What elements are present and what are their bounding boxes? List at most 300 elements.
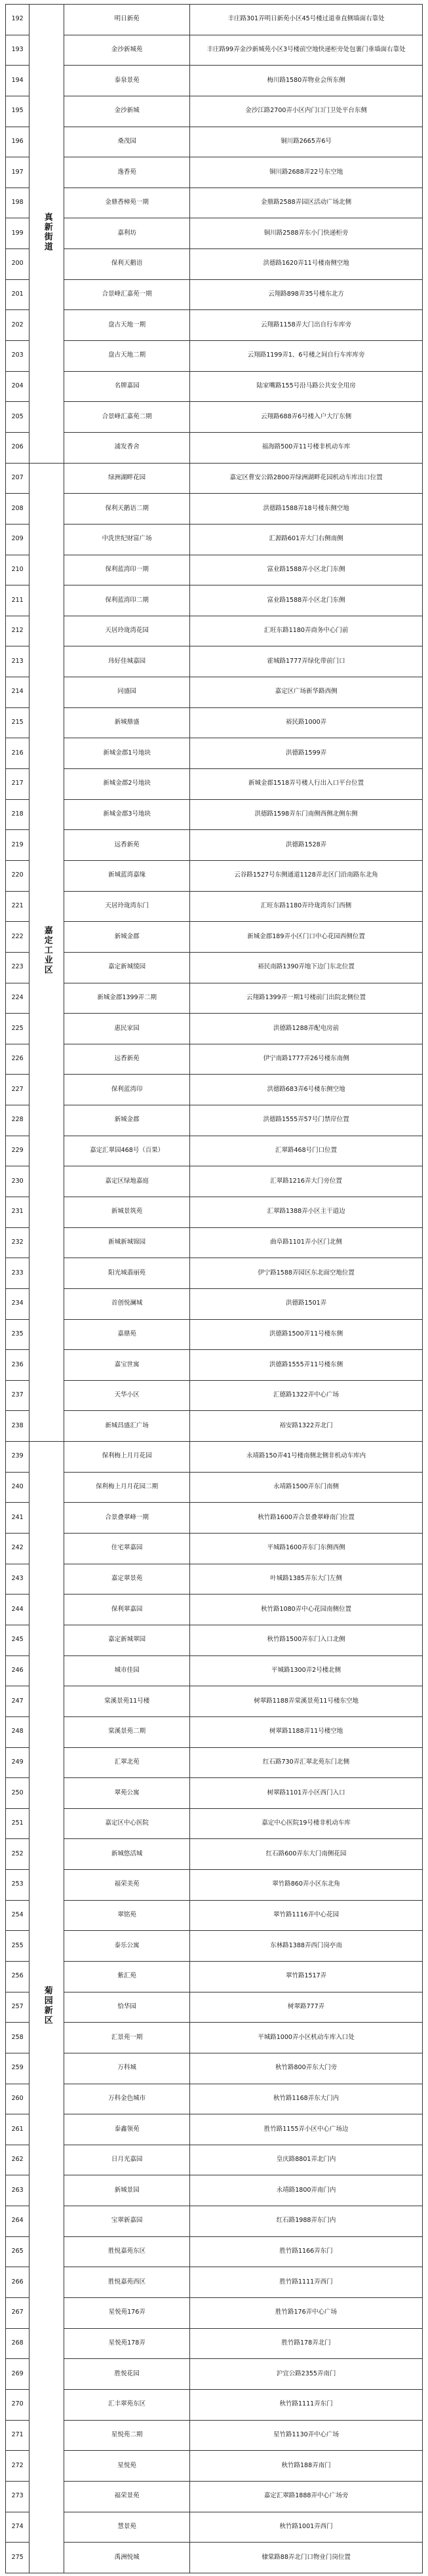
community-name: 新城蓝湾嘉缘	[64, 860, 190, 891]
row-number: 267	[6, 2298, 29, 2329]
table-row	[6, 1411, 423, 1442]
location-address: 洪德路1588弄18号楼东侧空地	[190, 494, 423, 525]
location-address: 云翔路1158弄大门出自行车库旁	[190, 310, 423, 341]
row-number: 238	[6, 1411, 29, 1442]
location-address: 铜川路2588弄东小门快递柜旁	[190, 218, 423, 249]
row-number: 241	[6, 1503, 29, 1534]
community-name: 汇翠北苑	[64, 1747, 190, 1778]
community-name: 万科金色城市	[64, 2084, 190, 2114]
community-name: 明日新苑	[64, 5, 190, 35]
row-number: 244	[6, 1595, 29, 1625]
community-name: 棠溪景苑11号楼	[64, 1686, 190, 1717]
community-name: 天居玲珑湾东门	[64, 891, 190, 922]
row-number: 210	[6, 555, 29, 585]
community-name: 新城金郡	[64, 1105, 190, 1136]
community-name: 新城景园	[64, 2175, 190, 2206]
community-name: 胜悦花园	[64, 2359, 190, 2390]
community-name: 浦发香舍	[64, 432, 190, 463]
location-address: 洪德路1501弄	[190, 1288, 423, 1319]
community-name: 新城悠活城	[64, 1839, 190, 1870]
row-number: 250	[6, 1778, 29, 1809]
location-address: 永靖路150弄41号楼南侧北侧非机动车库内	[190, 1442, 423, 1473]
community-name: 保利梅上月月花园	[64, 1442, 190, 1473]
row-number: 220	[6, 860, 29, 891]
community-name: 中洗世纪财富广场	[64, 524, 190, 555]
location-address: 曲阜路1101弄小区门北侧	[190, 1227, 423, 1258]
table-row	[6, 2420, 423, 2451]
community-name: 禹洲悦城	[64, 2543, 190, 2573]
location-address: 秋竹路1111弄东门	[190, 2389, 423, 2420]
row-number: 273	[6, 2481, 29, 2512]
table-row	[6, 830, 423, 861]
row-number: 248	[6, 1716, 29, 1747]
location-address: 永靖路1800弄南门内	[190, 2175, 423, 2206]
location-address: 裕民南路1390弄地下边门东北位置	[190, 952, 423, 983]
location-address: 皇庆路8801弄北门内	[190, 2145, 423, 2175]
location-address: 胜竹路178弄北门	[190, 2328, 423, 2359]
community-name: 嘉定区绿地嘉庭	[64, 1166, 190, 1197]
row-number: 269	[6, 2359, 29, 2390]
community-name: 新城鼎盛	[64, 707, 190, 738]
location-address: 梅川路1580弄物业会所东侧	[190, 66, 423, 96]
community-name: 保利翠嘉园	[64, 1595, 190, 1625]
table-row	[6, 5, 423, 35]
table-row	[6, 1870, 423, 1901]
row-number: 254	[6, 1900, 29, 1931]
community-name: 汇景苑一期	[64, 2023, 190, 2053]
table-row	[6, 524, 423, 555]
location-address: 叶城路1385弄东大门左侧	[190, 1564, 423, 1595]
table-row	[6, 860, 423, 891]
community-name: 慧景苑	[64, 2512, 190, 2543]
community-name: 星悦苑178弄	[64, 2328, 190, 2359]
community-name: 汇丰翠苑东区	[64, 2389, 190, 2420]
row-number: 268	[6, 2328, 29, 2359]
location-address: 汇德路1322弄中心广场	[190, 1380, 423, 1411]
table-row	[6, 952, 423, 983]
location-address: 秋竹路1001弄西门	[190, 2512, 423, 2543]
table-row	[6, 616, 423, 646]
row-number: 224	[6, 983, 29, 1014]
location-address: 翠竹路1517弄	[190, 1962, 423, 1992]
location-address: 新城金郡189弄小区门口中心花园西侧位置	[190, 922, 423, 953]
community-name: 金沙新城	[64, 96, 190, 127]
community-name: 福荣景苑	[64, 2481, 190, 2512]
row-number: 243	[6, 1564, 29, 1595]
community-name: 新城昌盛汇广场	[64, 1411, 190, 1442]
community-name: 天居玲珑湾花园	[64, 616, 190, 646]
table-row	[6, 2267, 423, 2298]
row-number: 217	[6, 769, 29, 800]
row-number: 211	[6, 585, 29, 616]
location-address: 翠竹路860弄小区东北角	[190, 1870, 423, 1901]
row-number: 236	[6, 1350, 29, 1381]
location-address: 洪德路1598弄东门南侧西侧北侧东侧	[190, 799, 423, 830]
row-number: 233	[6, 1258, 29, 1289]
table-row	[6, 2451, 423, 2482]
table-row	[6, 463, 423, 494]
community-name: 胜悦嘉苑西区	[64, 2267, 190, 2298]
community-name: 保利蓝湾印一期	[64, 555, 190, 585]
row-number: 246	[6, 1655, 29, 1686]
table-row	[6, 432, 423, 463]
row-number: 258	[6, 2023, 29, 2053]
location-address: 云翔路688弄6号楼入户大厅东侧	[190, 402, 423, 433]
row-number: 205	[6, 402, 29, 433]
location-address: 东林路1388弄西门岗亭南	[190, 1931, 423, 1962]
community-name: 嘉定新城翠园	[64, 1625, 190, 1655]
community-name: 翠铭苑	[64, 1900, 190, 1931]
location-address: 裕民路1000弄	[190, 707, 423, 738]
table-row	[6, 494, 423, 525]
zone-label: 真新街道	[42, 212, 52, 252]
table-row	[6, 1625, 423, 1655]
row-number: 234	[6, 1288, 29, 1319]
table-row	[6, 2023, 423, 2053]
row-number: 218	[6, 799, 29, 830]
row-number: 262	[6, 2145, 29, 2175]
location-address: 丰庄路99弄金沙新城苑小区3号楼前空地快递柜旁处包裹门垂墙面右靠处	[190, 35, 423, 66]
community-name: 惠民家园	[64, 1014, 190, 1044]
table-row	[6, 1716, 423, 1747]
pickup-points-table	[5, 4, 423, 2573]
table-row	[6, 2543, 423, 2573]
table-row	[6, 2175, 423, 2206]
location-address: 嘉定区广场新华路西侧	[190, 677, 423, 708]
table-row	[6, 2206, 423, 2237]
table-row	[6, 218, 423, 249]
row-number: 206	[6, 432, 29, 463]
row-number: 232	[6, 1227, 29, 1258]
community-name: 城市佳园	[64, 1655, 190, 1686]
community-name: 泰泉景苑	[64, 66, 190, 96]
row-number: 207	[6, 463, 29, 494]
table-row	[6, 646, 423, 677]
table-row	[6, 371, 423, 402]
location-address: 星竹路1130弄中心广场	[190, 2420, 423, 2451]
table-row	[6, 249, 423, 280]
row-number: 199	[6, 218, 29, 249]
community-name: 新城金郡1399弄二期	[64, 983, 190, 1014]
location-address: 平城路1600弄东门东侧西侧	[190, 1534, 423, 1564]
community-name: 合景峰汇嘉苑二期	[64, 402, 190, 433]
location-address: 树翠路1188弄棠溪景苑11号楼东空地	[190, 1686, 423, 1717]
row-number: 201	[6, 279, 29, 310]
table-row	[6, 2389, 423, 2420]
table-row	[6, 1319, 423, 1350]
table-row	[6, 1778, 423, 1809]
row-number: 247	[6, 1686, 29, 1717]
community-name: 新城金郡	[64, 922, 190, 953]
row-number: 275	[6, 2543, 29, 2573]
row-number: 245	[6, 1625, 29, 1655]
table-row	[6, 2298, 423, 2329]
row-number: 239	[6, 1442, 29, 1473]
table-row	[6, 2512, 423, 2543]
location-address: 秋竹路188弄南门	[190, 2451, 423, 2482]
table-row	[6, 188, 423, 218]
row-number: 259	[6, 2053, 29, 2084]
community-name: 保利天鹅语二期	[64, 494, 190, 525]
row-number: 270	[6, 2389, 29, 2420]
table-row	[6, 35, 423, 66]
row-number: 260	[6, 2084, 29, 2114]
community-name: 新城金郡2号地块	[64, 769, 190, 800]
community-name: 嘉宝世寓	[64, 1350, 190, 1381]
location-address: 秋竹路1600弄合景叠翠峰南门位置	[190, 1503, 423, 1534]
community-name: 新城景筑苑	[64, 1197, 190, 1227]
location-address: 永靖路1500弄东门南侧	[190, 1472, 423, 1503]
row-number: 193	[6, 35, 29, 66]
table-row	[6, 2084, 423, 2114]
table-row	[6, 1534, 423, 1564]
location-address: 平城路1300弄2号楼北侧	[190, 1655, 423, 1686]
community-name: 绿洲湖畔花园	[64, 463, 190, 494]
location-address: 树翠路777弄	[190, 1992, 423, 2023]
community-name: 胜悦嘉苑东区	[64, 2236, 190, 2267]
row-number: 231	[6, 1197, 29, 1227]
location-address: 胜竹路1155弄小区中心广场边	[190, 2114, 423, 2145]
location-address: 汇翠路1388弄小区主干道边	[190, 1197, 423, 1227]
table-row	[6, 1197, 423, 1227]
location-address: 沪宜公路2355弄南门	[190, 2359, 423, 2390]
community-name: 合景叠翠峰一期	[64, 1503, 190, 1534]
community-name: 星悦苑二期	[64, 2420, 190, 2451]
row-number: 212	[6, 616, 29, 646]
row-number: 264	[6, 2206, 29, 2237]
location-address: 嘉定区曹安公路2800弄绿洲湖畔花园机动车库出口位置	[190, 463, 423, 494]
row-number: 204	[6, 371, 29, 402]
row-number: 271	[6, 2420, 29, 2451]
community-name: 金鼎香樟苑一期	[64, 188, 190, 218]
row-number: 222	[6, 922, 29, 953]
location-address: 树翠路1188弄11号楼空地	[190, 1716, 423, 1747]
table-row	[6, 799, 423, 830]
row-number: 272	[6, 2451, 29, 2482]
row-number: 213	[6, 646, 29, 677]
community-name: 保利梅上月月花园二期	[64, 1472, 190, 1503]
location-address: 洪德路1288弄配电房前	[190, 1014, 423, 1044]
location-address: 翠竹路1116弄中心花园	[190, 1900, 423, 1931]
location-address: 洪德路1528弄	[190, 830, 423, 861]
row-number: 230	[6, 1166, 29, 1197]
row-number: 252	[6, 1839, 29, 1870]
location-address: 铜川路2688弄22号东空地	[190, 157, 423, 188]
table-row	[6, 769, 423, 800]
row-number: 251	[6, 1808, 29, 1839]
table-row	[6, 1839, 423, 1870]
table-row	[6, 1472, 423, 1503]
table-row	[6, 1900, 423, 1931]
table-row	[6, 891, 423, 922]
community-name: 恰华园	[64, 1992, 190, 2023]
location-address: 伊宁南路1777弄26号楼东南侧	[190, 1044, 423, 1075]
table-row	[6, 402, 423, 433]
location-address: 洪德路1599弄	[190, 738, 423, 769]
row-number: 255	[6, 1931, 29, 1962]
location-address: 铜川路2665弄6号	[190, 127, 423, 157]
location-address: 胜竹路176弄中心广场	[190, 2298, 423, 2329]
table-row	[6, 157, 423, 188]
community-name: 紫汇苑	[64, 1962, 190, 1992]
row-number: 202	[6, 310, 29, 341]
community-name: 保利蓝湾印	[64, 1075, 190, 1105]
table-row	[6, 2328, 423, 2359]
row-number: 274	[6, 2512, 29, 2543]
row-number: 225	[6, 1014, 29, 1044]
community-name: 合景峰汇嘉苑一期	[64, 279, 190, 310]
location-address: 云翔路1199弄1、6号楼之间自行车库库旁	[190, 341, 423, 372]
community-name: 新城金郡1号地块	[64, 738, 190, 769]
community-name: 新城金郡3号地块	[64, 799, 190, 830]
location-address: 丰庄路301弄明日新苑小区45号楼过道垂直侧墙面右靠处	[190, 5, 423, 35]
row-number: 242	[6, 1534, 29, 1564]
table-row	[6, 1380, 423, 1411]
row-number: 223	[6, 952, 29, 983]
table-row	[6, 1136, 423, 1166]
row-number: 261	[6, 2114, 29, 2145]
table-row	[6, 2145, 423, 2175]
location-address: 裕安路1322弄北门	[190, 1411, 423, 1442]
community-name: 玮好佳城嘉园	[64, 646, 190, 677]
location-address: 洪德路683弄6号楼东侧空地	[190, 1075, 423, 1105]
location-address: 洪德路1620弄11号楼南侧空地	[190, 249, 423, 280]
row-number: 229	[6, 1136, 29, 1166]
table-row	[6, 707, 423, 738]
zone-cell	[29, 463, 64, 1442]
community-name: 逸香苑	[64, 157, 190, 188]
community-name: 万科城	[64, 2053, 190, 2084]
location-address: 云翔路1399弄一期1号楼前门出院北侧位置	[190, 983, 423, 1014]
row-number: 227	[6, 1075, 29, 1105]
community-name: 住宅翠嘉园	[64, 1534, 190, 1564]
location-address: 霍城路1777弄绿化带前门口	[190, 646, 423, 677]
community-name: 保利天鹅语	[64, 249, 190, 280]
table-row	[6, 1564, 423, 1595]
row-number: 226	[6, 1044, 29, 1075]
zone-label: 菊园新区	[42, 1985, 52, 2025]
row-number: 215	[6, 707, 29, 738]
table-row	[6, 677, 423, 708]
location-address: 陆家嘴路155号沿马路公共安全用房	[190, 371, 423, 402]
table-row	[6, 1288, 423, 1319]
table-row	[6, 1350, 423, 1381]
location-address: 胜竹路1166弄东门	[190, 2236, 423, 2267]
row-number: 263	[6, 2175, 29, 2206]
location-address: 富业路1588弄小区北门东侧	[190, 555, 423, 585]
table-row	[6, 1075, 423, 1105]
location-address: 云翔路898弄35号楼东北方	[190, 279, 423, 310]
community-name: 盘古天地一期	[64, 310, 190, 341]
location-address: 棣棠路88弄北门口物业门岗位置	[190, 2543, 423, 2573]
community-name: 宝翠新嘉园	[64, 2206, 190, 2237]
community-name: 首创悦澜城	[64, 1288, 190, 1319]
table-row	[6, 127, 423, 157]
row-number: 216	[6, 738, 29, 769]
location-address: 金沙江路2700弄小区内门口门卫处平台东侧	[190, 96, 423, 127]
location-address: 秋竹路800弄东大门旁	[190, 2053, 423, 2084]
table-row	[6, 2481, 423, 2512]
row-number: 214	[6, 677, 29, 708]
row-number: 228	[6, 1105, 29, 1136]
location-address: 胜竹路1111弄西门	[190, 2267, 423, 2298]
location-address: 洪德路1555弄11号楼东侧	[190, 1350, 423, 1381]
community-name: 阳光城翡丽苑	[64, 1258, 190, 1289]
community-name: 新城新城锦园	[64, 1227, 190, 1258]
location-address: 汇翠路1216弄大门旁位置	[190, 1166, 423, 1197]
location-address: 秋竹路1500弄东门入口北侧	[190, 1625, 423, 1655]
location-address: 红石路600弄东大门南侧花园	[190, 1839, 423, 1870]
community-name: 嘉定区中心医院	[64, 1808, 190, 1839]
table-row	[6, 1503, 423, 1534]
table-row	[6, 738, 423, 769]
community-name: 泰乐公寓	[64, 1931, 190, 1962]
row-number: 249	[6, 1747, 29, 1778]
community-name: 盘古天地二期	[64, 341, 190, 372]
row-number: 203	[6, 341, 29, 372]
location-address: 秋竹路1168弄东大门内	[190, 2084, 423, 2114]
location-address: 福海路500弄11号楼非机动车库	[190, 432, 423, 463]
community-name: 翠苑公寓	[64, 1778, 190, 1809]
location-address: 金鼎路2588弄园区活动广场北侧	[190, 188, 423, 218]
table-row	[6, 279, 423, 310]
community-name: 星悦苑	[64, 2451, 190, 2482]
location-address: 平城路1000弄小区机动车库入口处	[190, 2023, 423, 2053]
row-number: 195	[6, 96, 29, 127]
community-name: 远香新苑	[64, 830, 190, 861]
row-number: 265	[6, 2236, 29, 2267]
table-row	[6, 1808, 423, 1839]
community-name: 嘉定汇翠园468号（百果）	[64, 1136, 190, 1166]
community-name: 嘉利坊	[64, 218, 190, 249]
location-address: 洪德路1555弄57号门禁岸位置	[190, 1105, 423, 1136]
row-number: 200	[6, 249, 29, 280]
table-row	[6, 66, 423, 96]
table-row	[6, 2114, 423, 2145]
table-row	[6, 1014, 423, 1044]
row-number: 196	[6, 127, 29, 157]
table-row	[6, 1686, 423, 1717]
location-address: 伊宁路1588弄园区东北面空地位置	[190, 1258, 423, 1289]
table-row	[6, 1595, 423, 1625]
community-name: 泰鑫领苑	[64, 2114, 190, 2145]
row-number: 235	[6, 1319, 29, 1350]
row-number: 198	[6, 188, 29, 218]
community-name: 远香新苑	[64, 1044, 190, 1075]
row-number: 194	[6, 66, 29, 96]
table-row	[6, 1105, 423, 1136]
location-address: 嘉定汇翠路1888弄中心广场旁	[190, 2481, 423, 2512]
location-address: 汇旺东路1180弄玲珑湾东门西侧	[190, 891, 423, 922]
zone-cell	[29, 1442, 64, 2573]
table-row	[6, 96, 423, 127]
community-name: 天华小区	[64, 1380, 190, 1411]
location-address: 云谷路1527号东侧通道1128弄北区门沿南路东北角	[190, 860, 423, 891]
table-row	[6, 1931, 423, 1962]
table-row	[6, 983, 423, 1014]
row-number: 192	[6, 5, 29, 35]
community-name: 名牌嘉园	[64, 371, 190, 402]
row-number: 208	[6, 494, 29, 525]
row-number: 221	[6, 891, 29, 922]
community-name: 福荣美苑	[64, 1870, 190, 1901]
location-address: 嘉定中心医院19号楼非机动车库	[190, 1808, 423, 1839]
table-row	[6, 1655, 423, 1686]
location-address: 秋竹路1080弄中心花园南侧位置	[190, 1595, 423, 1625]
table-row	[6, 1992, 423, 2023]
row-number: 257	[6, 1992, 29, 2023]
row-number: 256	[6, 1962, 29, 1992]
